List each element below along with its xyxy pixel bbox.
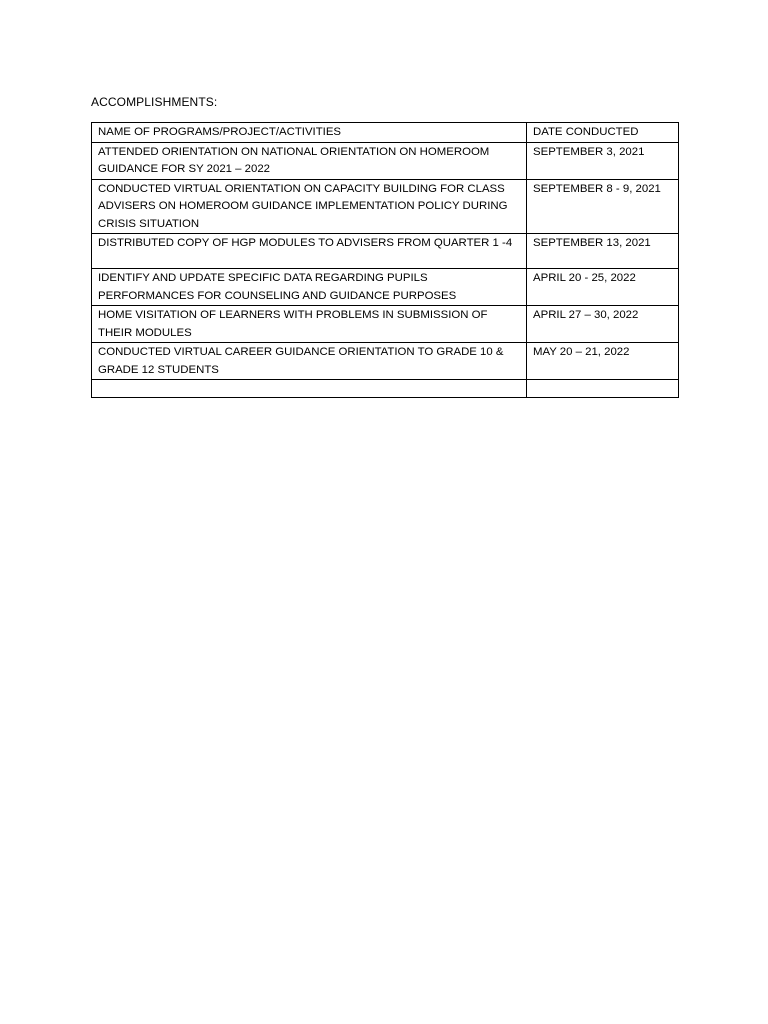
empty-date-cell bbox=[527, 380, 679, 398]
activity-cell: HOME VISITATION OF LEARNERS WITH PROBLEMS IN SUBMISSION OF THEIR MODULES bbox=[92, 306, 527, 343]
table-row bbox=[92, 142, 679, 179]
date-cell: SEPTEMBER 3, 2021 bbox=[527, 142, 679, 179]
header-date: DATE CONDUCTED bbox=[527, 123, 679, 143]
date-cell: APRIL 27 – 30, 2022 bbox=[527, 306, 679, 343]
table-row bbox=[92, 269, 679, 306]
section-heading: ACCOMPLISHMENTS: bbox=[91, 95, 218, 109]
accomplishments-table bbox=[91, 122, 679, 398]
empty-table-row bbox=[92, 380, 679, 398]
activity-cell: DISTRIBUTED COPY OF HGP MODULES TO ADVISERS FROM QUARTER 1 -4 bbox=[92, 234, 527, 269]
activity-cell: ATTENDED ORIENTATION ON NATIONAL ORIENTATION ON HOMEROOM GUIDANCE FOR SY 2021 – 2022 bbox=[92, 142, 527, 179]
table-header-row bbox=[92, 123, 679, 143]
table-row bbox=[92, 179, 679, 234]
table-row bbox=[92, 306, 679, 343]
activity-cell: CONDUCTED VIRTUAL ORIENTATION ON CAPACITY BUILDING FOR CLASS ADVISERS ON HOMEROOM GUIDANCE IMPLEMENTATION POLICY DURING CRISIS SITUATION bbox=[92, 179, 527, 234]
table-row bbox=[92, 234, 679, 269]
empty-activity-cell bbox=[92, 380, 527, 398]
table-row bbox=[92, 343, 679, 380]
header-activity: NAME OF PROGRAMS/PROJECT/ACTIVITIES bbox=[92, 123, 527, 143]
date-cell: SEPTEMBER 13, 2021 bbox=[527, 234, 679, 269]
date-cell: APRIL 20 - 25, 2022 bbox=[527, 269, 679, 306]
date-cell: MAY 20 – 21, 2022 bbox=[527, 343, 679, 380]
activity-cell: CONDUCTED VIRTUAL CAREER GUIDANCE ORIENTATION TO GRADE 10 & GRADE 12 STUDENTS bbox=[92, 343, 527, 380]
activity-cell: IDENTIFY AND UPDATE SPECIFIC DATA REGARDING PUPILS PERFORMANCES FOR COUNSELING AND GUIDANCE PURPOSES bbox=[92, 269, 527, 306]
date-cell: SEPTEMBER 8 - 9, 2021 bbox=[527, 179, 679, 234]
